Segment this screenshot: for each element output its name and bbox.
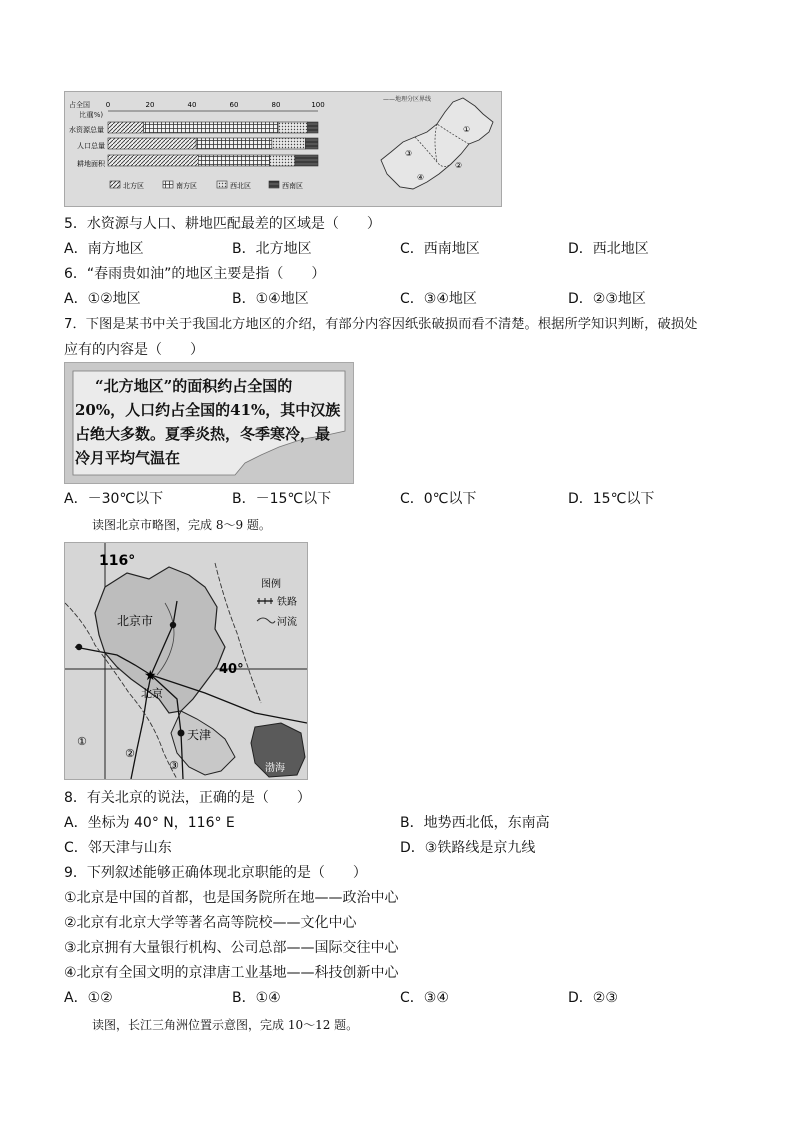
china-region-map bbox=[381, 95, 493, 189]
legend-swatch-southwest bbox=[269, 181, 279, 188]
river bbox=[215, 563, 261, 703]
bar-segment-south bbox=[196, 138, 272, 149]
row-label-water: 水资源总量 bbox=[69, 126, 104, 134]
q6-option-d[interactable]: D．②③地区 bbox=[568, 291, 646, 307]
q6-option-a[interactable]: A．①②地区 bbox=[64, 291, 141, 307]
bar-segment-south bbox=[144, 122, 278, 133]
legend-northwest: 西北区 bbox=[230, 182, 251, 190]
marker-1: ① bbox=[77, 735, 87, 748]
torn-text-line3: 占绝大多数。夏季炎热，冬季寒冷，最 bbox=[75, 425, 331, 443]
map-region-2: ② bbox=[455, 161, 463, 170]
region-chart-figure bbox=[64, 91, 502, 207]
q9-statement-1: ①北京是中国的首都，也是国务院所在地——政治中心 bbox=[64, 890, 399, 906]
q8-option-c[interactable]: C．邻天津与山东 bbox=[64, 840, 172, 856]
legend-swatch-north bbox=[110, 181, 120, 188]
legend-river-swatch bbox=[257, 618, 275, 623]
bar-segment-northwest bbox=[278, 122, 307, 133]
marker-3: ③ bbox=[169, 759, 179, 772]
bar-segment-north bbox=[108, 138, 196, 149]
legend-title: 图例 bbox=[261, 579, 281, 590]
legend-swatch-northwest bbox=[217, 181, 227, 188]
tick-label: 20 bbox=[145, 101, 155, 109]
bar-segment-north bbox=[108, 155, 198, 166]
q6-option-c[interactable]: C．③④地区 bbox=[400, 291, 477, 307]
intro-8-9: 读图北京市略图，完成 8～9 题。 bbox=[92, 518, 271, 532]
tick-label: 60 bbox=[229, 101, 239, 109]
q5-option-b[interactable]: B．北方地区 bbox=[232, 241, 312, 257]
map-region-1: ① bbox=[463, 125, 471, 134]
bar-segment-south bbox=[198, 155, 269, 166]
torn-text-line4: 冷月平均气温在 bbox=[75, 449, 181, 467]
bar-segment-north bbox=[108, 122, 144, 133]
map-region-4: ④ bbox=[417, 173, 425, 182]
marker-2: ② bbox=[125, 747, 135, 760]
longitude-label: 116° bbox=[99, 553, 136, 569]
q7-stem-line2: 应有的内容是（ ） bbox=[64, 342, 204, 358]
capital-star-icon: ★ bbox=[144, 668, 157, 684]
bar-segment-northwest bbox=[272, 138, 306, 149]
tianjin-dot bbox=[178, 730, 185, 737]
tianjin-boundary bbox=[171, 711, 235, 775]
q9-option-b[interactable]: B．①④ bbox=[232, 990, 281, 1006]
q5-option-c[interactable]: C．西南地区 bbox=[400, 241, 480, 257]
bar-segment-southwest bbox=[295, 155, 318, 166]
q7-option-d[interactable]: D．15℃以下 bbox=[568, 491, 655, 507]
city-dot-west bbox=[76, 644, 82, 650]
q9-option-c[interactable]: C．③④ bbox=[400, 990, 449, 1006]
stacked-bars bbox=[108, 122, 318, 166]
torn-book-figure bbox=[64, 362, 354, 484]
axis-title-line2: 比重 bbox=[79, 111, 93, 119]
q8-option-a[interactable]: A．坐标为 40° N，116° E bbox=[64, 815, 235, 831]
q7-stem-line1: 7．下图是某书中关于我国北方地区的介绍，有部分内容因纸张破损而看不清楚。根据所学知识判断，破损处 bbox=[64, 317, 698, 332]
map-region-3: ③ bbox=[405, 149, 413, 158]
chart-legend bbox=[110, 181, 303, 190]
beijing-city-label: 北京市 bbox=[117, 614, 154, 628]
bar-segment-southwest bbox=[305, 138, 318, 149]
beijing-map-figure bbox=[64, 542, 308, 780]
q6-stem: 6．“春雨贵如油”的地区主要是指（ ） bbox=[64, 266, 326, 282]
bohai-label: 渤海 bbox=[265, 763, 285, 774]
q9-statement-3: ③北京拥有大量银行机构、公司总部——国际交往中心 bbox=[64, 940, 399, 956]
bar-segment-southwest bbox=[308, 122, 319, 133]
legend-south: 南方区 bbox=[176, 182, 197, 190]
torn-text-line1: “北方地区”的面积约占全国的 bbox=[95, 377, 293, 395]
map-boundary-legend: ——地理分区界线 bbox=[383, 96, 432, 103]
q8-stem: 8．有关北京的说法，正确的是（ ） bbox=[64, 790, 311, 806]
axis-title-line1: 占全国 bbox=[69, 101, 90, 109]
bar-segment-northwest bbox=[270, 155, 295, 166]
china-outline bbox=[381, 98, 493, 189]
tick-label: 80 bbox=[271, 101, 281, 109]
beijing-capital-label: 北京 bbox=[141, 687, 163, 700]
q6-option-b[interactable]: B．①④地区 bbox=[232, 291, 309, 307]
intro-10-12: 读图，长江三角洲位置示意图，完成 10～12 题。 bbox=[92, 1018, 359, 1032]
tick-labels bbox=[106, 101, 325, 109]
beijing-map-svg bbox=[65, 543, 307, 779]
q5-option-a[interactable]: A．南方地区 bbox=[64, 241, 144, 257]
q8-option-d[interactable]: D．③铁路线是京九线 bbox=[400, 840, 536, 856]
q9-stem: 9．下列叙述能够正确体现北京职能的是（ ） bbox=[64, 865, 367, 881]
tick-label: 100 bbox=[311, 101, 325, 109]
legend-river: 河流 bbox=[277, 617, 297, 628]
tick-label: 0 bbox=[105, 101, 111, 109]
q8-option-b[interactable]: B．地势西北低，东南高 bbox=[400, 815, 550, 831]
q9-statement-2: ②北京有北京大学等著名高等院校——文化中心 bbox=[64, 915, 357, 931]
q7-option-a[interactable]: A．－30℃以下 bbox=[64, 491, 164, 507]
region-chart-svg bbox=[65, 92, 501, 206]
row-label-population: 人口总量 bbox=[77, 142, 105, 150]
legend-swatch-south bbox=[163, 181, 173, 188]
tick-label: 40 bbox=[187, 101, 197, 109]
axis-title-line3: (%) bbox=[91, 111, 104, 119]
q7-option-c[interactable]: C．0℃以下 bbox=[400, 491, 477, 507]
map-legend bbox=[257, 577, 297, 628]
q9-option-d[interactable]: D．②③ bbox=[568, 990, 618, 1006]
torn-text-line2: 20%，人口约占全国的41%，其中汉族 bbox=[75, 401, 341, 419]
city-dot-north bbox=[170, 622, 176, 628]
q5-stem: 5．水资源与人口、耕地匹配最差的区域是（ ） bbox=[64, 216, 381, 232]
row-label-farmland: 耕地面积 bbox=[77, 160, 105, 168]
latitude-label: 40° bbox=[219, 662, 244, 677]
legend-southwest: 西南区 bbox=[282, 182, 303, 190]
q5-option-d[interactable]: D．西北地区 bbox=[568, 241, 649, 257]
q9-option-a[interactable]: A．①② bbox=[64, 990, 113, 1006]
q7-option-b[interactable]: B．－15℃以下 bbox=[232, 491, 332, 507]
legend-railway: 铁路 bbox=[277, 597, 297, 608]
q9-statement-4: ④北京有全国文明的京津唐工业基地——科技创新中心 bbox=[64, 965, 399, 981]
legend-north: 北方区 bbox=[123, 182, 144, 190]
tianjin-label: 天津 bbox=[187, 728, 212, 742]
